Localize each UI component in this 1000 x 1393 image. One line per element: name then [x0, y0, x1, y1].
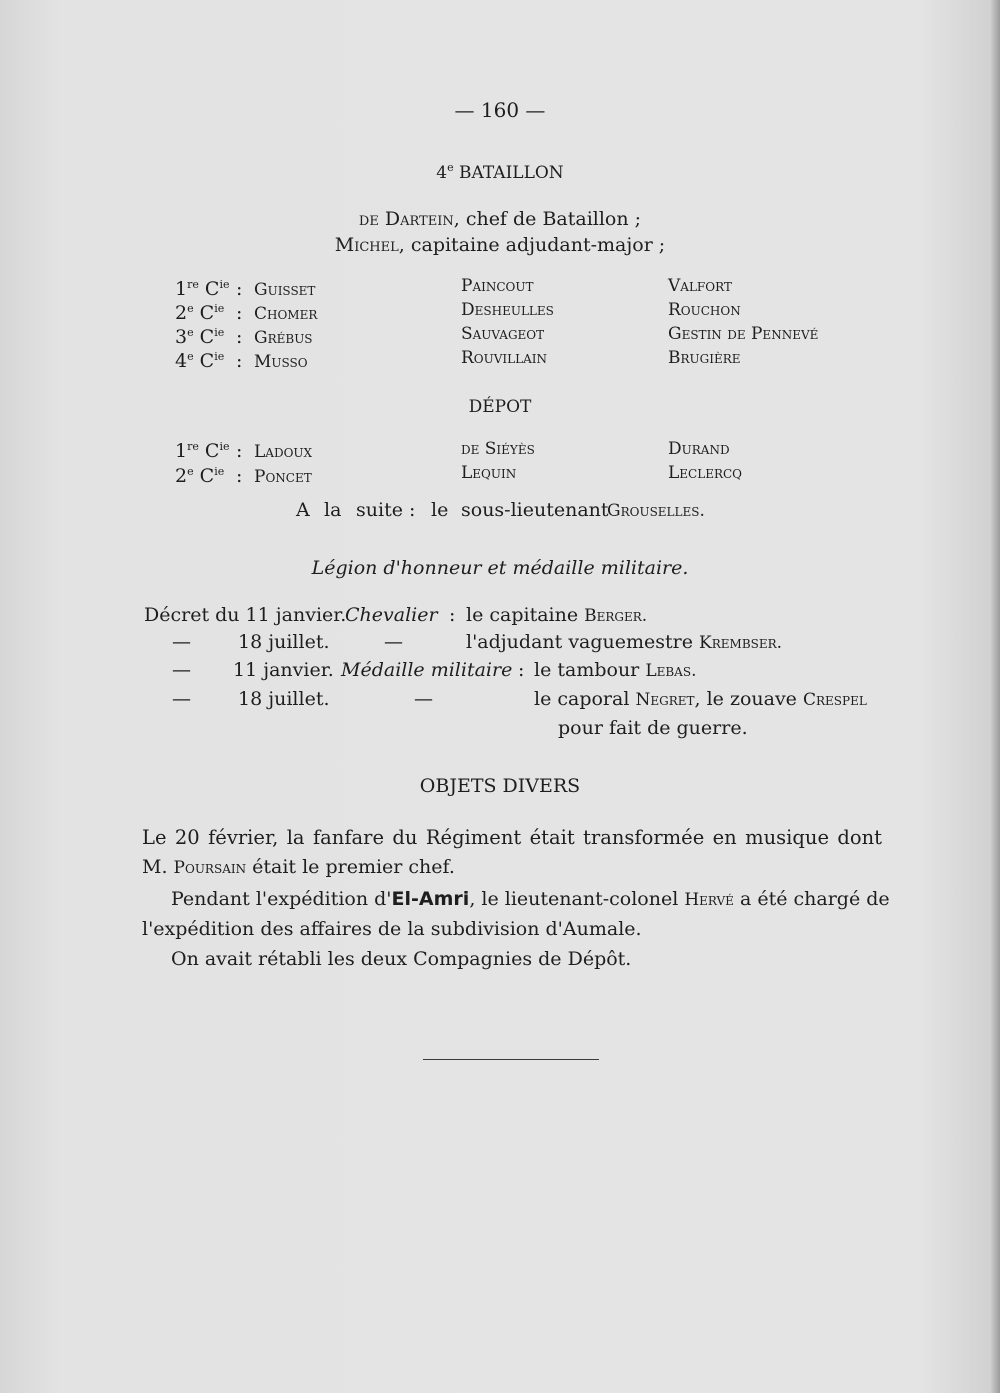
honor-recipient: le capitaine Berger. — [466, 604, 648, 626]
depot-title: DÉPOT — [468, 397, 532, 417]
suite-word: suite — [356, 499, 403, 521]
suite-le: le — [431, 499, 449, 521]
honor-colon: : — [518, 659, 525, 681]
company-officer-col1: Chomer — [254, 304, 318, 324]
honor-award: Médaille militaire — [341, 659, 513, 681]
company-officer-col1: Guisset — [254, 280, 316, 300]
company-officer-col2: Desheulles — [461, 300, 554, 320]
company-officer-col3: Gestin de Pennevé — [668, 324, 819, 344]
company-number: 2e $C^{ie}$ — [175, 465, 225, 487]
officer-name-1: de Dartein — [358, 208, 454, 230]
company-officer-col1: Musso — [254, 352, 308, 372]
depot-officer-col3: Durand — [668, 439, 730, 459]
battalion-number: 4 — [436, 163, 448, 183]
paragraph-2-line-2: l'expédition des affaires de la subdivision d'Aumale. — [142, 918, 642, 940]
officer-line-1 — [0, 208, 1000, 230]
honor-date: 18 juillet. — [238, 688, 330, 710]
company-officer-col1: Grébus — [254, 328, 313, 348]
company-separator: : — [236, 302, 243, 324]
company-separator: : — [236, 440, 243, 462]
officer-role-1: , chef de Bataillon ; — [453, 208, 642, 230]
officer-line-2 — [0, 234, 1000, 256]
honor-dash: — — [172, 688, 191, 710]
closing-rule — [423, 1059, 599, 1060]
suite-name: Grouselles. — [607, 501, 705, 521]
honor-recipient: l'adjudant vaguemestre Krembser. — [466, 631, 783, 653]
company-separator: : — [236, 278, 243, 300]
suite-la: la — [324, 499, 342, 521]
paragraph-2-line-1: Pendant l'expédition d'El-Amri, le lieutenant-colonel Hervé a été chargé de — [171, 888, 890, 910]
company-number: 2e $C^{ie}$ — [175, 302, 225, 324]
company-officer-col2: Rouvillain — [461, 348, 548, 368]
company-number: 1re $C^{ie}$ — [175, 278, 230, 300]
suite-rank: sous-lieutenant — [461, 499, 609, 521]
suite-a: A — [296, 499, 310, 521]
honor-date: 18 juillet. — [238, 631, 330, 653]
company-separator: : — [236, 326, 243, 348]
company-number: 3e $C^{ie}$ — [175, 326, 225, 348]
depot-officer-col2: Lequin — [461, 463, 517, 483]
paragraph-1-line-1: Le 20 février, la fanfare du Régiment était transformée en musique dont — [142, 826, 882, 849]
honor-dash: — — [172, 631, 191, 653]
honor-ditto: — — [414, 688, 433, 710]
company-officer-col2: Sauvageot — [461, 324, 545, 344]
paragraph-3-line-1: On avait rétabli les deux Compagnies de Dépôt. — [171, 948, 632, 970]
battalion-number-sup: e — [447, 161, 454, 174]
honor-date: 11 janvier. — [233, 659, 334, 681]
page-edge-shadow — [990, 0, 1000, 1393]
honors-title: Légion d'honneur et médaille militaire. — [311, 557, 689, 579]
honor-colon: : — [449, 604, 456, 626]
honor-recipient: le caporal Negret, le zouave Crespel — [534, 688, 867, 710]
officer-role-2: , capitaine adjudant-major ; — [398, 234, 666, 256]
depot-officer-col3: Leclercq — [668, 463, 743, 483]
company-separator: : — [236, 465, 243, 487]
depot-officer-col1: Poncet — [254, 467, 312, 487]
company-officer-col3: Brugière — [668, 348, 741, 368]
company-officer-col3: Valfort — [668, 276, 732, 296]
honor-ditto: — — [384, 631, 403, 653]
suite-colon: : — [409, 499, 416, 521]
depot-officer-col2: de Siéyès — [461, 439, 535, 459]
paragraph-1-line-2: M. Poursain était le premier chef. — [142, 856, 455, 878]
honor-row-5: pour fait de guerre. — [558, 717, 748, 739]
company-officer-col3: Rouchon — [668, 300, 741, 320]
company-officer-col2: Paincout — [461, 276, 534, 296]
company-number: 1re $C^{ie}$ — [175, 440, 230, 462]
company-separator: : — [236, 350, 243, 372]
page-number: — 160 — — [454, 98, 546, 122]
honor-recipient: le tambour Lebas. — [534, 659, 697, 681]
company-number: 4e $C^{ie}$ — [175, 350, 225, 372]
depot-officer-col1: Ladoux — [254, 442, 313, 462]
honor-award: Chevalier — [345, 604, 438, 626]
honor-lead: Décret du 11 janvier. — [144, 604, 347, 626]
misc-title: OBJETS DIVERS — [419, 775, 581, 797]
officer-name-2: Michel — [334, 234, 399, 256]
battalion-title-text: BATAILLON — [453, 163, 564, 183]
battalion-title — [0, 163, 1000, 183]
honor-dash: — — [172, 659, 191, 681]
